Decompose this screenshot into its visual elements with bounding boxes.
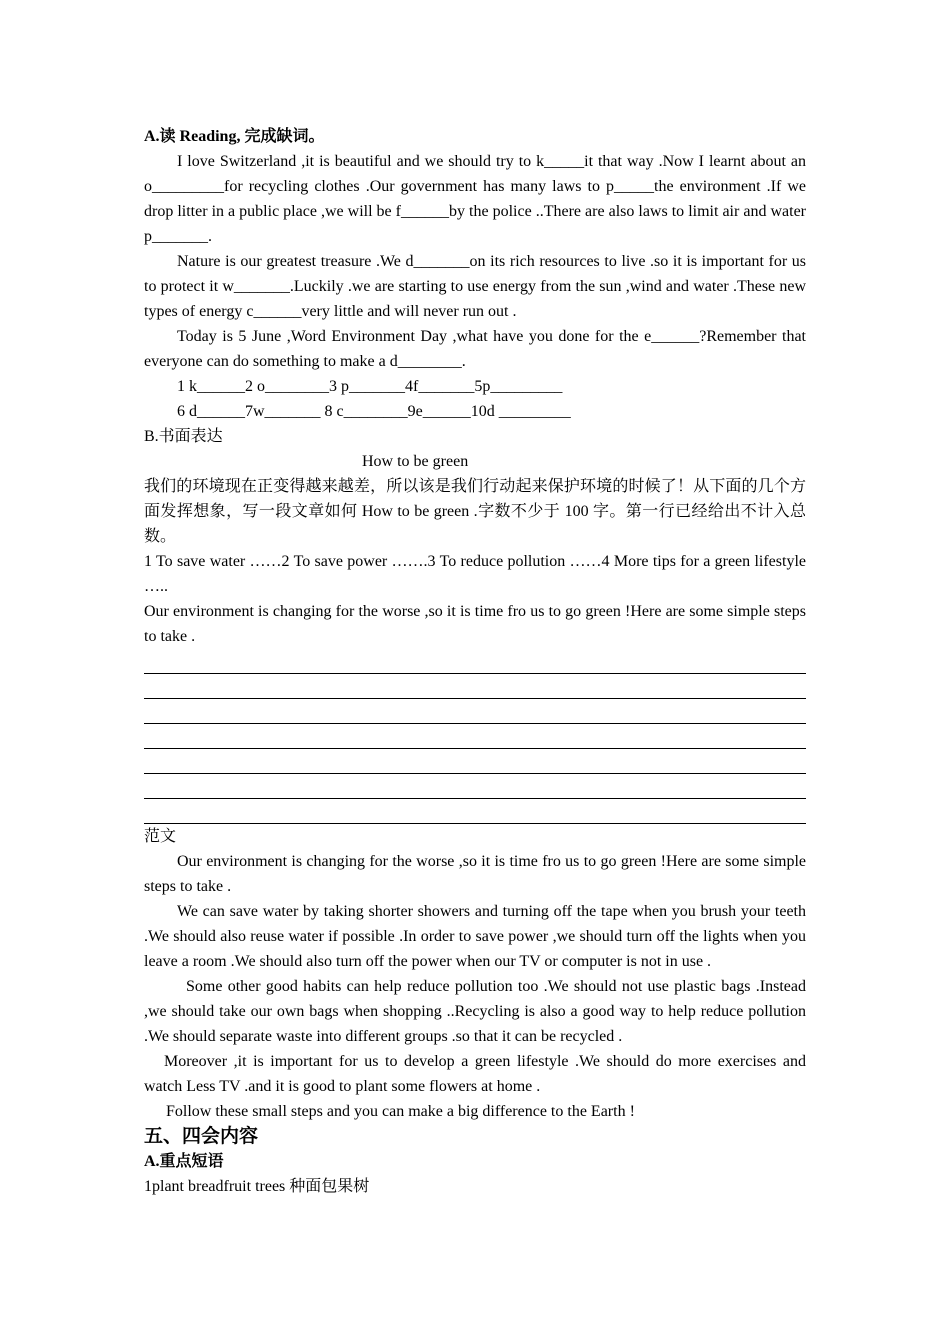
sample-paragraph-5: Follow these small steps and you can make a big difference to the Earth ! (166, 1103, 635, 1120)
answer-blanks-1-5: 1 k______2 o________3 p_______4f_______5p_________ (177, 378, 563, 395)
key-phrases-heading: A.重点短语 (144, 1153, 224, 1170)
sample-paragraph-4: Moreover ,it is important for us to develop a green lifestyle .We should do more exercises and watch Less TV .and it is good to plant some flowers at home . (144, 1053, 806, 1095)
writing-lines (144, 649, 806, 824)
writing-line[interactable] (144, 799, 806, 824)
essay-title: How to be green (362, 453, 469, 470)
reading-paragraph-2: Nature is our greatest treasure .We d_______on its rich resources to live .so it is important for us to protect it w_______.Luckily .we are starting to use energy from the sun ,wind and water .These new types of energy c______very little and will never run out . (144, 253, 806, 320)
answer-blanks-6-10: 6 d______7w_______ 8 c________9e______10d _________ (177, 403, 571, 420)
writing-line[interactable] (144, 774, 806, 799)
writing-line[interactable] (144, 699, 806, 724)
sample-paragraph-1: Our environment is changing for the worse ,so it is time fro us to go green !Here are some simple steps to take . (144, 853, 806, 895)
writing-line[interactable] (144, 649, 806, 674)
sample-paragraph-2: We can save water by taking shorter showers and turning off the tape when you brush your teeth .We should also reuse water if possible .In order to save power ,we should turn off the lights when you leave a room .We should also turn off the power when our TV or computer is not in use . (144, 903, 806, 970)
section-five-heading: 五、四会内容 (144, 1126, 259, 1147)
essay-instructions: 我们的环境现在正变得越来越差，所以该是我们行动起来保护环境的时候了！从下面的几个方面发挥想象，写一段文章如何 How to be green .字数不少于 100 字。第一行已经给出不计入总数。 (144, 478, 806, 545)
essay-points: 1 To save water ……2 To save power …….3 To reduce pollution ……4 More tips for a green lifestyle ….. (144, 553, 806, 595)
sample-heading: 范文 (144, 828, 177, 845)
document-content (144, 124, 806, 1199)
writing-line[interactable] (144, 724, 806, 749)
reading-paragraph-1: I love Switzerland ,it is beautiful and we should try to k_____it that way .Now I learnt about an o_________for recycling clothes .Our government has many laws to p_____the environment .If we drop litter in a public place ,we will be f______by the police ..There are also laws to limit air and water p_______. (144, 153, 806, 245)
reading-paragraph-3: Today is 5 June ,Word Environment Day ,what have you done for the e______?Remember that everyone can do something to make a d________. (144, 328, 806, 370)
section-b-heading: B.书面表达 (144, 428, 223, 445)
writing-line[interactable] (144, 749, 806, 774)
writing-line[interactable] (144, 674, 806, 699)
key-phrase-item: 1plant breadfruit trees 种面包果树 (144, 1178, 370, 1195)
sample-paragraph-3: Some other good habits can help reduce pollution too .We should not use plastic bags .Instead ,we should take our own bags when shopping ..Recycling is also a good way to help reduce pollution .We should separate waste into different groups .so that it can be recycled . (144, 978, 806, 1045)
essay-first-line: Our environment is changing for the worse ,so it is time fro us to go green !Here are some simple steps to take . (144, 603, 806, 645)
section-a-heading: A.读 Reading, 完成缺词。 (144, 128, 325, 145)
